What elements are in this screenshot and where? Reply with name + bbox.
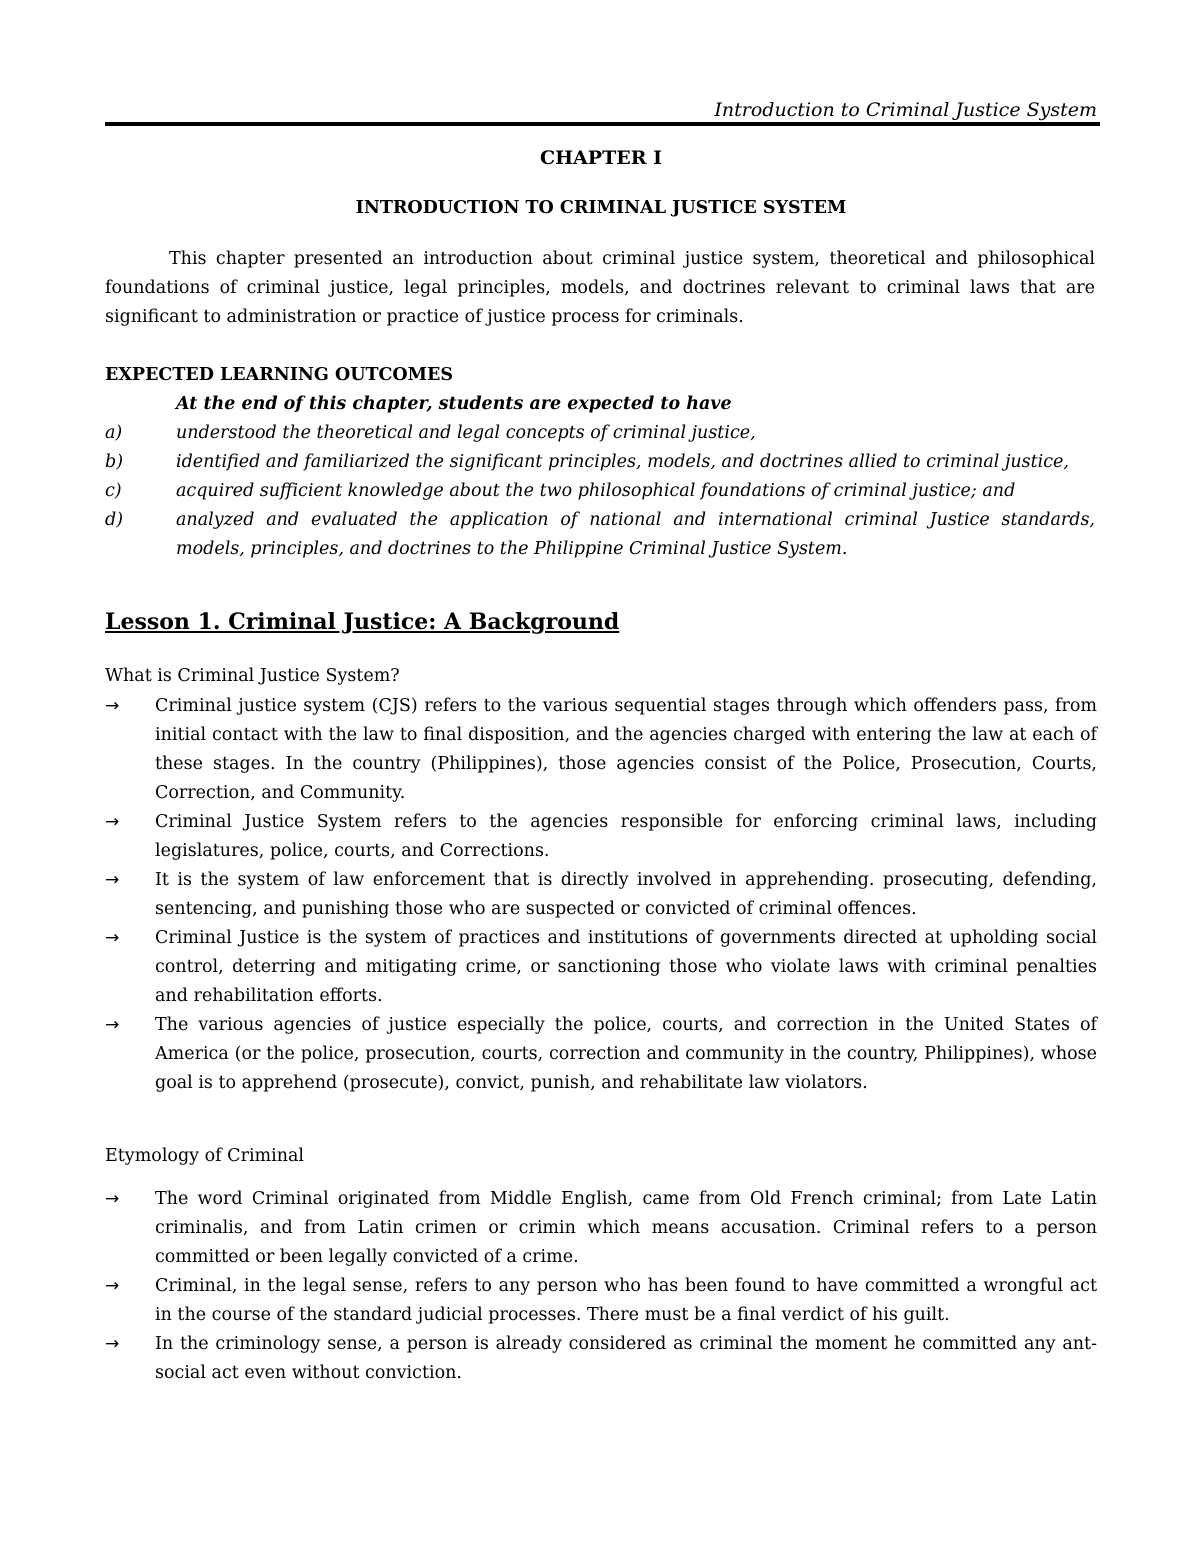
outcome-letter: c) <box>105 481 122 501</box>
outcomes-list <box>105 419 1095 564</box>
outcome-text: understood the theoretical and legal concepts of criminal justice, <box>176 423 756 443</box>
arrow-right-icon: → <box>105 1276 120 1296</box>
outcome-letter: a) <box>105 423 123 443</box>
arrow-right-icon: → <box>105 928 120 948</box>
outcome-text: acquired sufficient knowledge about the two philosophical foundations of criminal justice; and <box>176 481 1016 501</box>
outcome-item <box>105 477 1095 506</box>
outcome-letter: b) <box>105 452 124 472</box>
list-item <box>105 808 1097 866</box>
outcome-item <box>105 448 1095 477</box>
chapter-number: CHAPTER I <box>539 147 662 169</box>
list-item <box>105 924 1097 1011</box>
section-heading-etymology: Etymology of Criminal <box>105 1146 305 1166</box>
outcome-item <box>105 419 1095 448</box>
list-item-text: Criminal justice system (CJS) refers to the various sequential stages through which offenders pass, from initial contact with the law to final disposition, and the agencies charged with entering the law at each of these stages. In the country (Philippines), those agencies consist of the Police, Prosecution, Courts, Correction, and Community. <box>155 696 1097 803</box>
list-item <box>105 866 1097 924</box>
list-item-text: It is the system of law enforcement that is directly involved in apprehending. prosecuting, defending, sentencing, and punishing those who are suspected or convicted of criminal offences. <box>155 870 1097 919</box>
list-item-text: The word Criminal originated from Middle English, came from Old French criminal; from Late Latin criminalis, and from Latin crimen or crimin which means accusation. Criminal refers to a person committed or been legally convicted of a crime. <box>155 1189 1097 1267</box>
list-item <box>105 1272 1097 1330</box>
outcome-letter: d) <box>105 510 124 530</box>
outcome-text: identified and familiarized the significant principles, models, and doctrines allied to criminal justice, <box>176 452 1069 472</box>
arrow-right-icon: → <box>105 870 120 890</box>
list-item-text: Criminal, in the legal sense, refers to any person who has been found to have committed a wrongful act in the course of the standard judicial processes. There must be a final verdict of his guilt. <box>155 1276 1097 1325</box>
etymology-list <box>105 1185 1097 1388</box>
arrow-right-icon: → <box>105 1334 120 1354</box>
list-item-text: Criminal Justice System refers to the agencies responsible for enforcing criminal laws, including legislatures, police, courts, and Corrections. <box>155 812 1097 861</box>
arrow-right-icon: → <box>105 696 120 716</box>
arrow-right-icon: → <box>105 1015 120 1035</box>
list-item <box>105 1011 1097 1098</box>
chapter-title: INTRODUCTION TO CRIMINAL JUSTICE SYSTEM <box>355 198 847 218</box>
arrow-right-icon: → <box>105 812 120 832</box>
outcomes-lead: At the end of this chapter, students are expected to have <box>176 394 732 414</box>
lesson-title: Lesson 1. Criminal Justice: A Background <box>105 609 620 635</box>
outcome-text: analyzed and evaluated the application of national and international criminal Justice standards, models, principles, and doctrines to the Philippine Criminal Justice System. <box>176 510 1095 559</box>
arrow-right-icon: → <box>105 1189 120 1209</box>
list-item <box>105 1185 1097 1272</box>
cjs-definition-list <box>105 692 1097 1098</box>
list-item-text: The various agencies of justice especially the police, courts, and correction in the United States of America (or the police, prosecution, courts, correction and community in the country, Philippines), whose goal is to apprehend (prosecute), convict, punish, and rehabilitate law violators. <box>155 1015 1097 1093</box>
running-header: Introduction to Criminal Justice System <box>714 99 1097 121</box>
list-item <box>105 1330 1097 1388</box>
header-rule <box>105 122 1100 126</box>
outcomes-heading: EXPECTED LEARNING OUTCOMES <box>105 365 454 385</box>
chapter-intro: This chapter presented an introduction about criminal justice system, theoretical and philosophical foundations of criminal justice, legal principles, models, and doctrines relevant to criminal laws that are significant to administration or practice of justice process for criminals. <box>105 249 1095 327</box>
list-item-text: Criminal Justice is the system of practices and institutions of governments directed at upholding social control, deterring and mitigating crime, or sanctioning those who violate laws with criminal penalties and rehabilitation efforts. <box>155 928 1097 1006</box>
list-item <box>105 692 1097 808</box>
outcome-item <box>105 506 1095 564</box>
list-item-text: In the criminology sense, a person is already considered as criminal the moment he committed any ant-social act even without conviction. <box>155 1334 1097 1383</box>
section-heading-cjs: What is Criminal Justice System? <box>105 666 400 686</box>
